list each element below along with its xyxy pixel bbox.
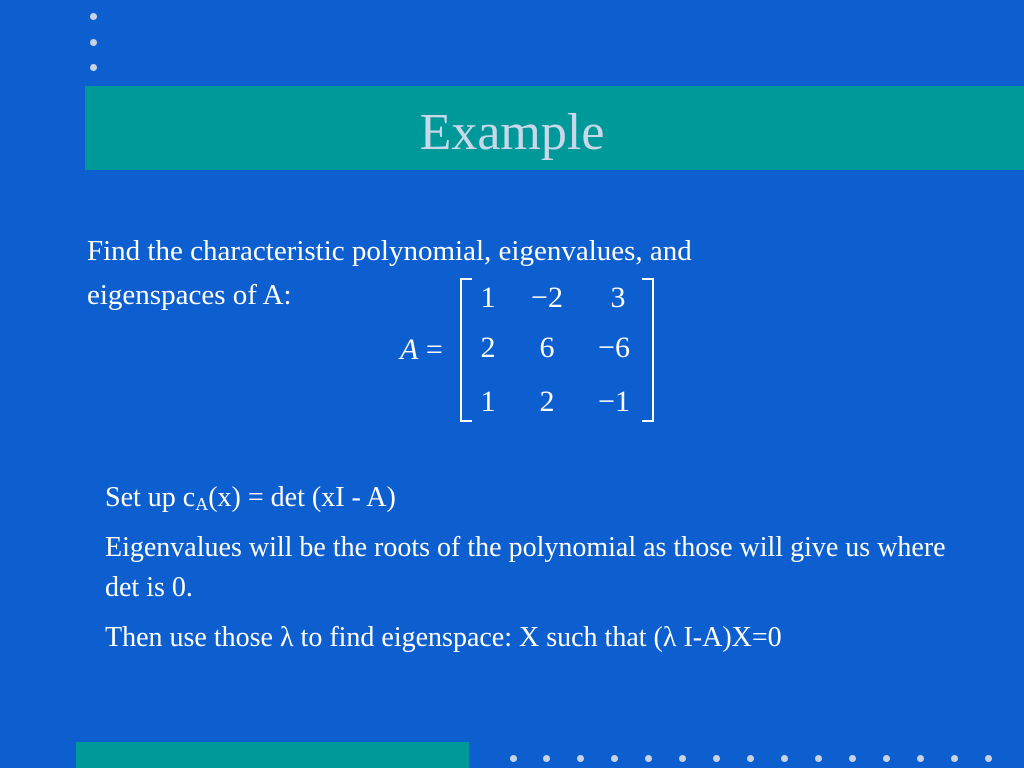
bullet-list — [105, 478, 965, 668]
matrix-var: A — [400, 333, 419, 366]
matrix-cell: −1 — [598, 385, 630, 418]
decor-dot — [543, 755, 550, 762]
decor-dot — [510, 755, 517, 762]
matrix-cell: 3 — [610, 281, 626, 314]
decor-dot — [883, 755, 890, 762]
decor-dot — [577, 755, 584, 762]
decor-dot — [781, 755, 788, 762]
matrix-cell: −2 — [531, 281, 563, 314]
matrix-cell: 6 — [539, 331, 555, 364]
matrix-cell: 1 — [480, 385, 496, 418]
subscript: A — [195, 494, 209, 514]
decor-dot — [985, 755, 992, 762]
decor-dot — [645, 755, 652, 762]
decor-dot — [815, 755, 822, 762]
matrix-cell: 2 — [539, 385, 555, 418]
bullet-eigenvalues: Eigenvalues will be the roots of the polynomial as those will give us where det is 0. — [105, 532, 946, 603]
matrix-lhs — [400, 330, 443, 370]
matrix-cell: −6 — [598, 331, 630, 364]
decor-dot — [747, 755, 754, 762]
decor-dot — [611, 755, 618, 762]
intro-line-2: eigenspaces of A: — [87, 279, 292, 311]
intro-line-1: Find the characteristic polynomial, eigenvalues, and — [87, 235, 692, 267]
bullet-eigenspace: Then use those λ to find eigenspace: X such that (λ I-A)X=0 — [105, 622, 782, 653]
bullet-setup: Set up $c_A(x) = \det (xI - A)$ — [105, 482, 396, 514]
title-area — [0, 0, 1024, 170]
matrix-cell: 1 — [480, 281, 496, 314]
decor-dot — [713, 755, 720, 762]
decor-dot — [951, 755, 958, 762]
decor-dot — [679, 755, 686, 762]
footer-bar — [76, 742, 469, 768]
slide-title: Example — [419, 104, 605, 161]
equals-sign: = — [418, 333, 443, 366]
decor-dot — [849, 755, 856, 762]
decor-dot — [917, 755, 924, 762]
matrix-equation — [400, 270, 670, 430]
matrix-cell: 2 — [480, 331, 496, 364]
